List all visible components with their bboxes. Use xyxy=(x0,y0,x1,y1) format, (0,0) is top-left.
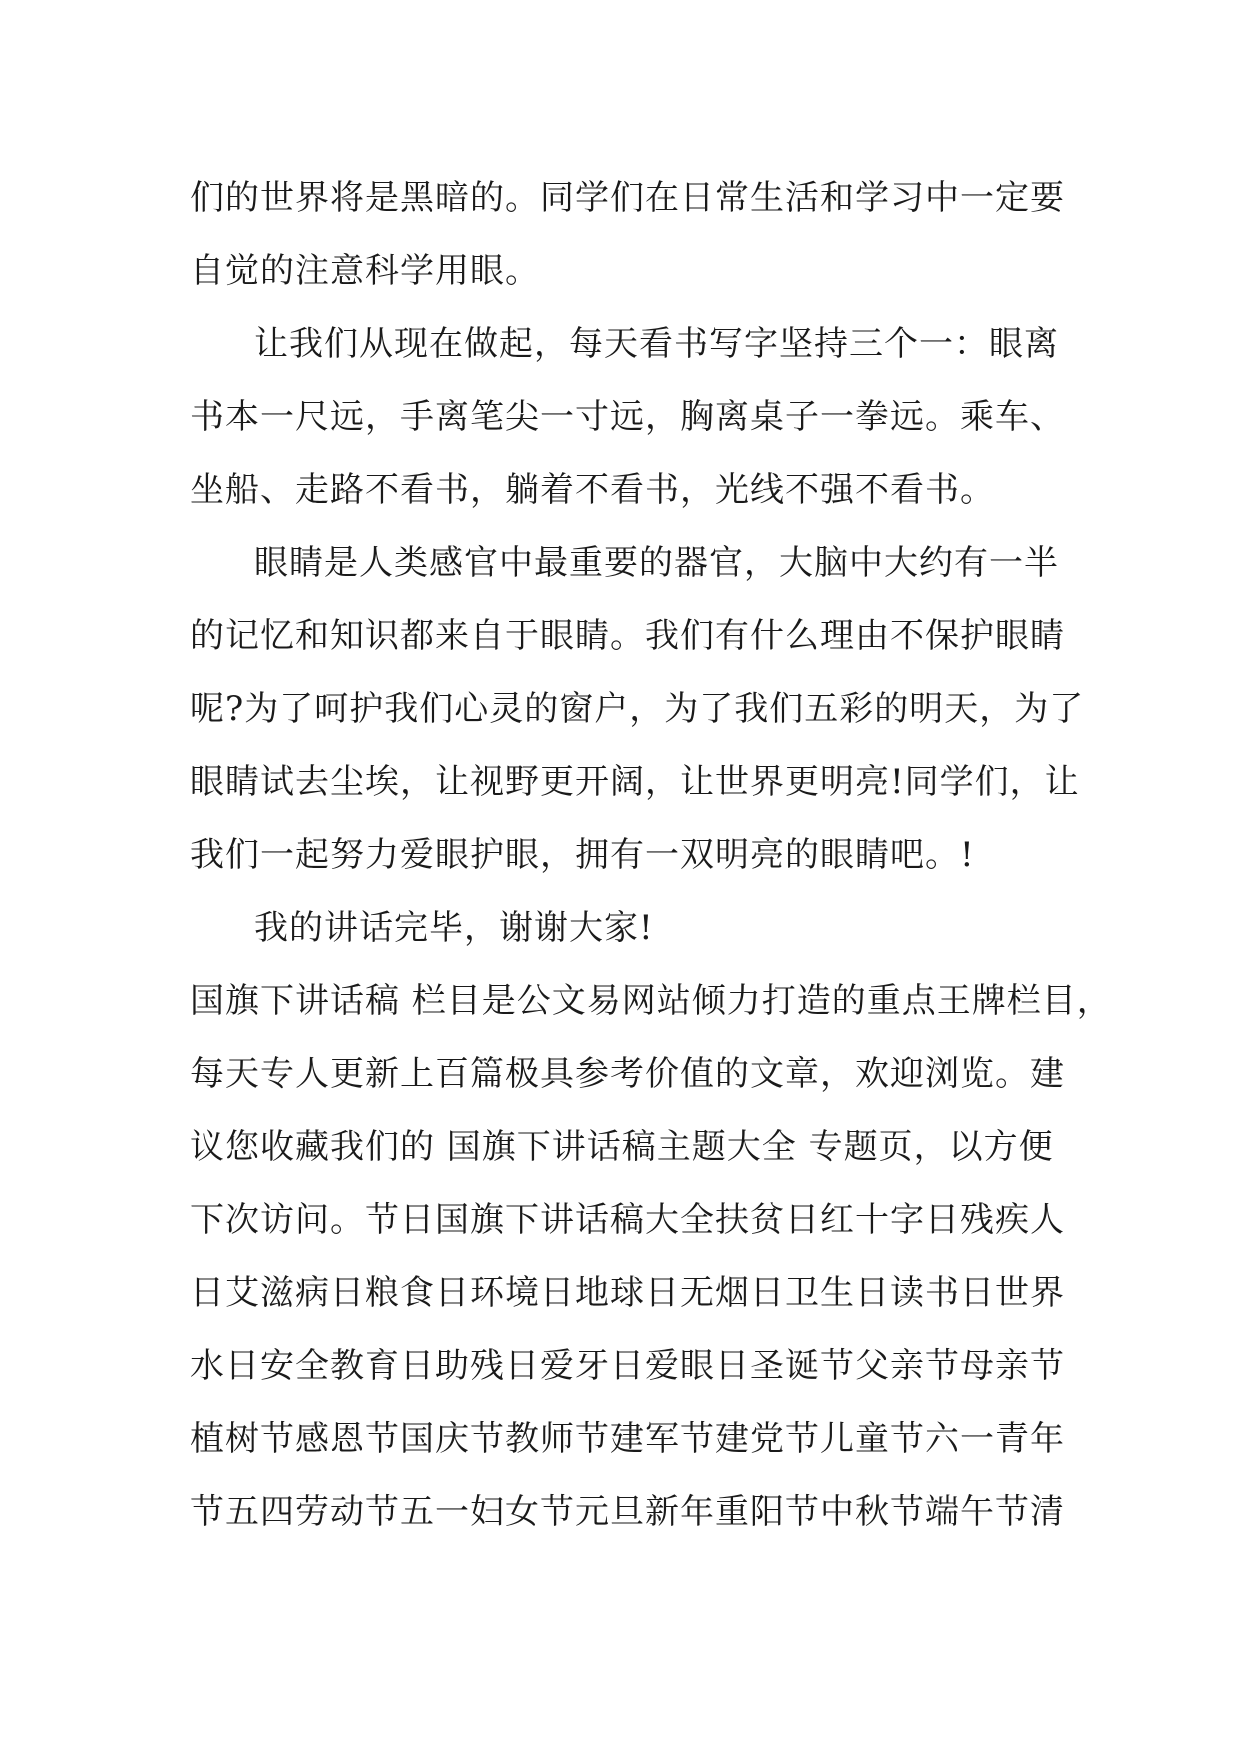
text-line: 的记忆和知识都来自于眼睛。我们有什么理由不保护眼睛 xyxy=(190,616,1065,656)
text-line: 国旗下讲话稿 栏目是公文易网站倾力打造的重点王牌栏目， xyxy=(190,981,1112,1021)
document-body xyxy=(190,162,1112,1549)
text-line: 植树节感恩节国庆节教师节建军节建党节儿童节六一青年 xyxy=(190,1419,1065,1459)
text-line: 呢?为了呵护我们心灵的窗户，为了我们五彩的明天，为了 xyxy=(190,689,1085,729)
text-line: 眼睛试去尘埃，让视野更开阔，让世界更明亮!同学们，让 xyxy=(190,762,1080,802)
text-line: 每天专人更新上百篇极具参考价值的文章，欢迎浏览。建 xyxy=(190,1054,1065,1094)
text-line: 日艾滋病日粮食日环境日地球日无烟日卫生日读书日世界 xyxy=(190,1273,1065,1313)
text-line: 节五四劳动节五一妇女节元旦新年重阳节中秋节端午节清 xyxy=(190,1492,1065,1532)
text-line: 让我们从现在做起，每天看书写字坚持三个一：眼离 xyxy=(254,324,1059,364)
text-line: 自觉的注意科学用眼。 xyxy=(190,251,540,291)
text-line: 议您收藏我们的 国旗下讲话稿主题大全 专题页，以方便 xyxy=(190,1127,1054,1167)
text-line: 我的讲话完毕，谢谢大家! xyxy=(254,908,654,948)
text-line: 眼睛是人类感官中最重要的器官，大脑中大约有一半 xyxy=(254,543,1059,583)
text-line: 我们一起努力爱眼护眼，拥有一双明亮的眼睛吧。! xyxy=(190,835,975,875)
text-line: 下次访问。节日国旗下讲话稿大全扶贫日红十字日残疾人 xyxy=(190,1200,1065,1240)
text-line: 坐船、走路不看书，躺着不看书，光线不强不看书。 xyxy=(190,470,995,510)
text-line: 水日安全教育日助残日爱牙日爱眼日圣诞节父亲节母亲节 xyxy=(190,1346,1065,1386)
text-line: 书本一尺远，手离笔尖一寸远，胸离桌子一拳远。乘车、 xyxy=(190,397,1065,437)
text-line: 们的世界将是黑暗的。同学们在日常生活和学习中一定要 xyxy=(190,178,1065,218)
